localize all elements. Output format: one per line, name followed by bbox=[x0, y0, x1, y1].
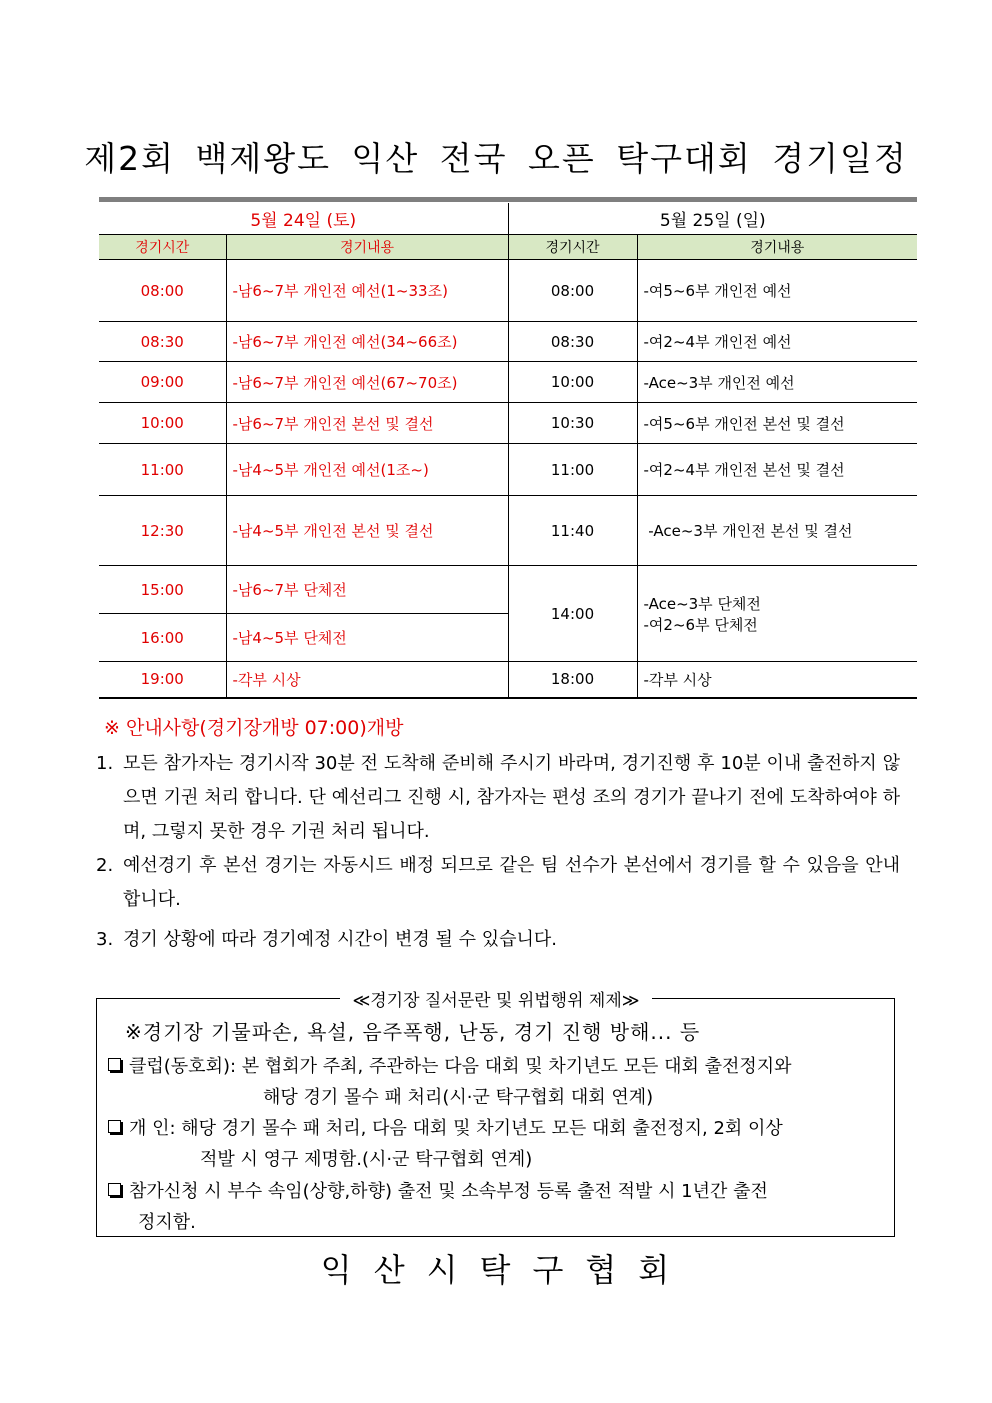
sanctions-subtitle: ※경기장 기물파손, 욕설, 음주폭행, 난동, 경기 진행 방해... 등 bbox=[125, 1020, 701, 1044]
time-cell: 10:00 bbox=[99, 403, 226, 444]
time-cell: 18:00 bbox=[508, 662, 637, 698]
sanctions-title: ≪경기장 질서문란 및 위법행위 제제≫ bbox=[340, 991, 651, 1011]
sanction-item bbox=[108, 1176, 886, 1238]
checkbox-square-icon bbox=[108, 1120, 121, 1133]
day2-header: 5월 25일 (일) bbox=[508, 203, 917, 235]
col-header-time1: 경기시간 bbox=[99, 235, 226, 260]
table-row bbox=[99, 260, 917, 322]
sanctions-title-wrap bbox=[0, 986, 992, 1011]
col-header-content2: 경기내용 bbox=[637, 235, 917, 260]
content-cell: -남6~7부 개인전 예선(1~33조) bbox=[226, 260, 508, 322]
page-title: 제2회 백제왕도 익산 전국 오픈 탁구대회 경기일정 bbox=[84, 139, 908, 178]
content-cell: -여5~6부 개인전 본선 및 결선 bbox=[637, 403, 917, 444]
col-header-content1: 경기내용 bbox=[226, 235, 508, 260]
notice-number: 2. bbox=[96, 855, 114, 876]
notice-text: 경기 상황에 따라 경기예정 시간이 변경 될 수 있습니다. bbox=[123, 929, 558, 950]
content-cell: -남4~5부 개인전 예선(1조~) bbox=[226, 444, 508, 496]
content-cell: -여5~6부 개인전 예선 bbox=[637, 260, 917, 322]
content-cell: -여2~4부 개인전 예선 bbox=[637, 322, 917, 362]
sanction-line: 클럽(동호회): 본 협회가 주최, 주관하는 다음 대회 및 차기년도 모든 대회 출전정지와 bbox=[129, 1056, 792, 1077]
content-cell: -Ace~3부 개인전 본선 및 결선 bbox=[637, 496, 917, 566]
time-cell: 10:00 bbox=[508, 362, 637, 403]
time-cell: 15:00 bbox=[99, 566, 226, 614]
notice-number: 1. bbox=[96, 753, 114, 774]
time-cell: 19:00 bbox=[99, 662, 226, 698]
sanction-line: 참가신청 시 부수 속임(상향,하향) 출전 및 소속부정 등록 출전 적발 시 1년간 출전 bbox=[129, 1181, 768, 1202]
checkbox-square-icon bbox=[108, 1058, 121, 1071]
notice-number: 3. bbox=[96, 929, 114, 950]
time-cell: 09:00 bbox=[99, 362, 226, 403]
content-cell: -각부 시상 bbox=[226, 662, 508, 698]
notice-item bbox=[96, 747, 900, 849]
content-cell: -남6~7부 개인전 예선(34~66조) bbox=[226, 322, 508, 362]
notice-text: 모든 참가자는 경기시작 30분 전 도착해 준비해 주시기 바라며, 경기진행 후 10분 이내 출전하지 않으면 기권 처리 합니다. 단 예선리그 진행 시, 참가자는 편성 조의 경기가 끝나기 전에 도착하여야 하며, 그렇지 못한 경우 기권 처리 됩니다. bbox=[123, 753, 900, 842]
organization-name: 익산시탁구협회 bbox=[320, 1251, 692, 1289]
time-cell: 08:30 bbox=[508, 322, 637, 362]
time-cell: 12:30 bbox=[99, 496, 226, 566]
table-row bbox=[99, 403, 917, 444]
content-cell: -남6~7부 개인전 예선(67~70조) bbox=[226, 362, 508, 403]
content-cell: -남6~7부 단체전 bbox=[226, 566, 508, 614]
content-line: -Ace~3부 단체전 bbox=[643, 594, 761, 613]
content-line: -여2~6부 단체전 bbox=[643, 615, 758, 634]
table-row bbox=[99, 444, 917, 496]
table-row bbox=[99, 662, 917, 698]
table-row bbox=[99, 496, 917, 566]
time-cell: 16:00 bbox=[99, 614, 226, 662]
time-cell: 10:30 bbox=[508, 403, 637, 444]
sanction-line: 적발 시 영구 제명함.(시·군 탁구협회 연계) bbox=[200, 1149, 533, 1170]
time-cell: 11:00 bbox=[508, 444, 637, 496]
content-cell: -남4~5부 단체전 bbox=[226, 614, 508, 662]
notice-heading: ※ 안내사항(경기장개방 07:00)개방 bbox=[104, 717, 404, 739]
sanction-line: 정지함. bbox=[138, 1212, 196, 1233]
schedule-table bbox=[99, 203, 917, 699]
sanction-item bbox=[108, 1113, 886, 1175]
sanction-item bbox=[108, 1051, 886, 1113]
time-cell: 08:00 bbox=[508, 260, 637, 322]
checkbox-square-icon bbox=[108, 1183, 121, 1196]
content-cell: -남4~5부 개인전 본선 및 결선 bbox=[226, 496, 508, 566]
content-cell: -각부 시상 bbox=[637, 662, 917, 698]
table-row bbox=[99, 566, 917, 614]
time-cell: 08:00 bbox=[99, 260, 226, 322]
content-cell: -Ace~3부 개인전 예선 bbox=[637, 362, 917, 403]
notice-list bbox=[96, 747, 900, 957]
col-header-time2: 경기시간 bbox=[508, 235, 637, 260]
time-cell: 14:00 bbox=[508, 566, 637, 662]
notice-text: 예선경기 후 본선 경기는 자동시드 배정 되므로 같은 팀 선수가 본선에서 경기를 할 수 있음을 안내합니다. bbox=[123, 855, 900, 910]
table-row bbox=[99, 362, 917, 403]
content-cell bbox=[637, 566, 917, 662]
time-cell: 08:30 bbox=[99, 322, 226, 362]
table-row bbox=[99, 322, 917, 362]
content-cell: -남6~7부 개인전 본선 및 결선 bbox=[226, 403, 508, 444]
notice-item bbox=[96, 923, 900, 957]
day1-header: 5월 24일 (토) bbox=[99, 203, 508, 235]
title-divider bbox=[99, 197, 917, 202]
notice-item bbox=[96, 849, 900, 917]
content-cell: -여2~4부 개인전 본선 및 결선 bbox=[637, 444, 917, 496]
sanction-line: 해당 경기 몰수 패 처리(시·군 탁구협회 대회 연계) bbox=[263, 1087, 654, 1108]
time-cell: 11:40 bbox=[508, 496, 637, 566]
time-cell: 11:00 bbox=[99, 444, 226, 496]
sanction-line: 개 인: 해당 경기 몰수 패 처리, 다음 대회 및 차기년도 모든 대회 출전정지, 2회 이상 bbox=[129, 1118, 783, 1139]
